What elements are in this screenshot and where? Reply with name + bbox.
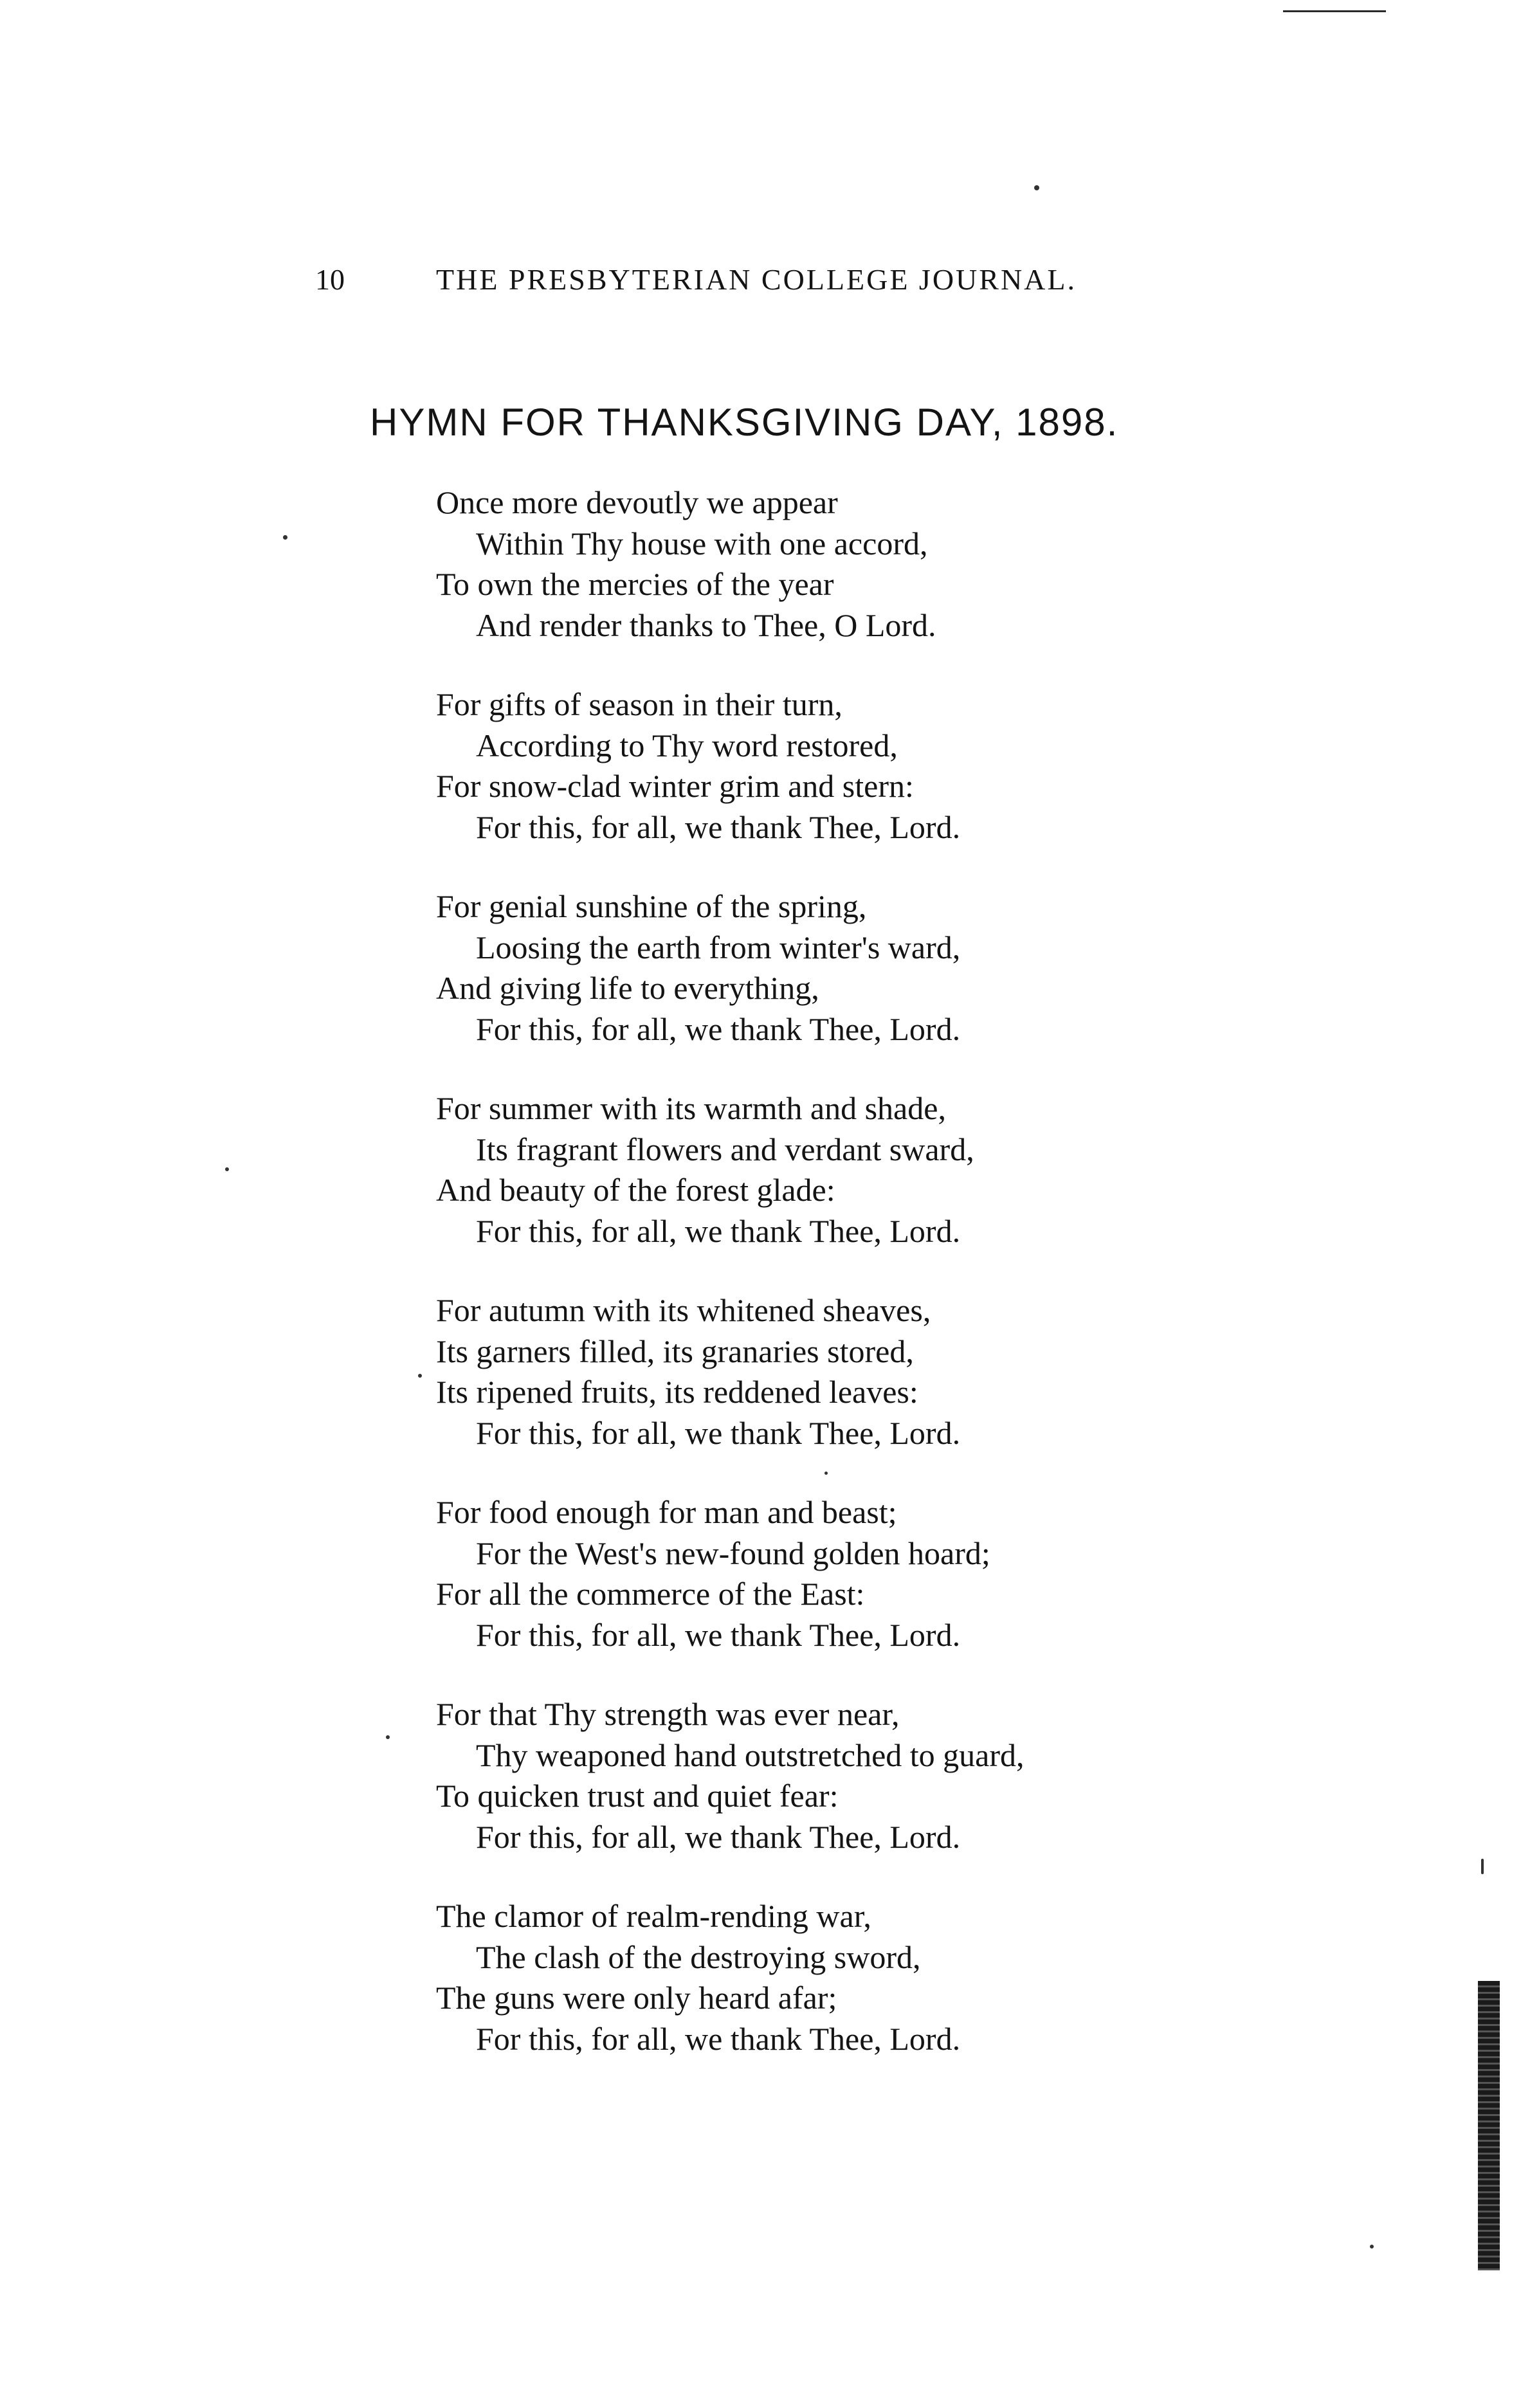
verse-line: For this, for all, we thank Thee, Lord. <box>476 1414 961 1451</box>
stanza-2 <box>436 684 1401 848</box>
top-edge-rule <box>1283 10 1386 12</box>
verse-line: Loosing the earth from winter's ward, <box>476 929 961 965</box>
verse-line: The clash of the destroying sword, <box>476 1938 921 1975</box>
verse-line: And render thanks to Thee, O Lord. <box>476 607 936 643</box>
verse-line: Its garners filled, its granaries stored, <box>436 1333 914 1369</box>
verse-line: For food enough for man and beast; <box>436 1494 897 1530</box>
verse-line: For snow-clad winter grim and stern: <box>436 768 914 804</box>
journal-title: THE PRESBYTERIAN COLLEGE JOURNAL. <box>436 263 1077 296</box>
verse-line: For gifts of season in their turn, <box>436 686 842 722</box>
stanza-1 <box>436 482 1401 646</box>
stanza-7 <box>436 1694 1401 1857</box>
scan-speck <box>418 1374 422 1378</box>
verse-line: According to Thy word restored, <box>476 727 898 763</box>
stanza-3 <box>436 886 1401 1050</box>
verse-line: And beauty of the forest glade: <box>436 1172 835 1208</box>
verse-line: For this, for all, we thank Thee, Lord. <box>476 808 961 845</box>
verse-line: Thy weaponed hand outstretched to guard, <box>476 1737 1025 1773</box>
verse-line: For genial sunshine of the spring, <box>436 888 867 924</box>
verse-line: For autumn with its whitened sheaves, <box>436 1292 931 1328</box>
scan-speck <box>1034 185 1039 190</box>
scan-speck <box>386 1735 390 1739</box>
verse-line: For all the commerce of the East: <box>436 1576 865 1612</box>
stanza-5 <box>436 1290 1401 1454</box>
verse-line: The guns were only heard afar; <box>436 1980 837 2016</box>
verse-line: For this, for all, we thank Thee, Lord. <box>476 1818 961 1855</box>
stanza-8 <box>436 1896 1401 2059</box>
scan-speck <box>1481 1859 1484 1874</box>
scan-edge-mark <box>1478 1981 1500 2270</box>
page-number: 10 <box>315 263 345 296</box>
verse-line: For that Thy strength was ever near, <box>436 1696 900 1732</box>
verse-line: The clamor of realm-rending war, <box>436 1898 871 1934</box>
running-head <box>0 257 1521 302</box>
verse-line: And giving life to everything, <box>436 970 819 1006</box>
stanza-4 <box>436 1088 1401 1252</box>
stanza-6 <box>436 1492 1401 1656</box>
scan-speck <box>225 1167 229 1171</box>
verse-line: To quicken trust and quiet fear: <box>436 1778 839 1814</box>
verse-line: For summer with its warmth and shade, <box>436 1090 946 1126</box>
verse-line: To own the mercies of the year <box>436 566 834 602</box>
hymn-title: HYMN FOR THANKSGIVING DAY, 1898. <box>370 401 1119 444</box>
scan-speck <box>283 535 287 540</box>
verse-line: For this, for all, we thank Thee, Lord. <box>476 2020 961 2057</box>
poem <box>436 482 1401 2098</box>
scan-speck <box>824 1472 828 1475</box>
verse-line: Once more devoutly we appear <box>436 484 838 520</box>
verse-line: For the West's new-found golden hoard; <box>476 1535 990 1571</box>
verse-line: For this, for all, we thank Thee, Lord. <box>476 1616 961 1653</box>
verse-line: For this, for all, we thank Thee, Lord. <box>476 1212 961 1249</box>
verse-line: For this, for all, we thank Thee, Lord. <box>476 1010 961 1047</box>
scan-speck <box>1370 2245 1374 2248</box>
verse-line: Its ripened fruits, its reddened leaves: <box>436 1374 918 1410</box>
verse-line: Its fragrant flowers and verdant sward, <box>476 1131 974 1167</box>
verse-line: Within Thy house with one accord, <box>476 525 928 561</box>
